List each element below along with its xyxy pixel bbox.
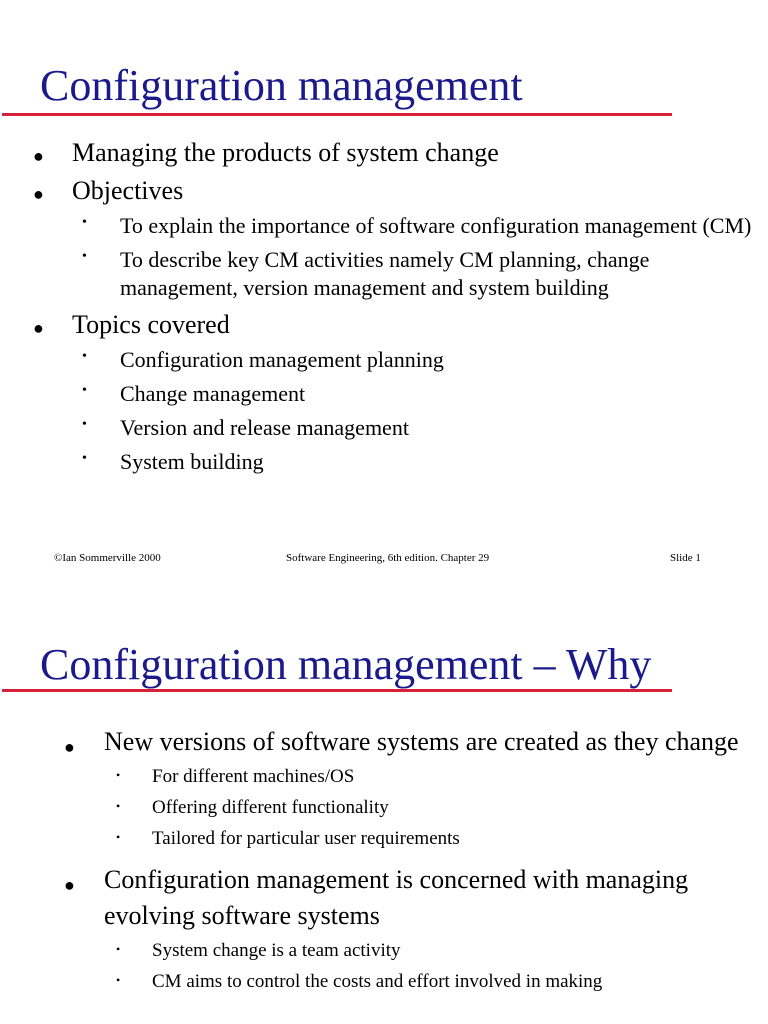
sub-bullet-text: System change is a team activity [152,940,401,961]
bullet-dot-icon: ● [33,318,44,338]
sub-bullet-list [116,938,768,995]
sub-bullet-list [82,212,768,302]
bullet-item [0,138,768,168]
sub-bullet-text: To explain the importance of software configuration management (CM) [120,213,752,238]
sub-bullet-text: Configuration management planning [120,347,444,372]
sub-bullet-item [116,826,768,852]
bullet-item [0,176,768,302]
sub-bullet-dot-icon: • [82,215,87,230]
sub-bullet-dot-icon: • [116,768,121,782]
title-underline [2,113,672,116]
sub-bullet-dot-icon: • [82,383,87,398]
sub-bullet-dot-icon: • [82,249,87,264]
bullet-text: Objectives [72,176,184,205]
bullet-item [0,310,768,476]
sub-bullet-dot-icon: • [82,349,87,364]
sub-bullet-item [82,212,768,240]
sub-bullet-dot-icon: • [82,417,87,432]
bullet-text: New versions of software systems are created as they change [104,727,739,756]
footer-book-title: Software Engineering, 6th edition. Chapter 29 [286,552,490,564]
sub-bullet-text: Tailored for particular user requirements [152,828,460,849]
sub-bullet-text: Version and release management [120,415,409,440]
sub-bullet-text: For different machines/OS [152,766,355,787]
title-underline [2,689,672,692]
bullet-text: Configuration management is concerned with managing evolving software systems [104,865,689,930]
sub-bullet-item [82,246,768,302]
sub-bullet-dot-icon: • [116,942,121,956]
bullet-dot-icon: ● [64,875,75,895]
sub-bullet-dot-icon: • [116,799,121,813]
sub-bullet-dot-icon: • [116,830,121,844]
sub-bullet-list [82,346,768,476]
bullet-item [0,862,768,995]
sub-bullet-item [116,969,768,995]
sub-bullet-dot-icon: • [82,451,87,466]
slide-title: Configuration management – Why [40,640,652,689]
sub-bullet-text: Offering different functionality [152,797,389,818]
bullet-dot-icon: ● [64,737,75,757]
sub-bullet-item [116,795,768,821]
sub-bullet-text: System building [120,449,264,474]
sub-bullet-list [116,764,768,852]
slide-title: Configuration management [40,61,523,110]
bullet-list [0,724,768,1005]
bullet-text: Topics covered [72,310,230,339]
footer-copyright: ©Ian Sommerville 2000 [54,552,161,564]
slide-2 [0,590,768,1024]
sub-bullet-item [82,346,768,374]
bullet-dot-icon: ● [33,146,44,166]
bullet-list [0,138,768,484]
sub-bullet-text: CM aims to control the costs and effort involved in making [152,971,603,992]
sub-bullet-text: Change management [120,381,306,406]
bullet-dot-icon: ● [33,184,44,204]
sub-bullet-text: To describe key CM activities namely CM planning, change management, version management and system building [120,247,650,300]
sub-bullet-item [82,414,768,442]
sub-bullet-item [116,938,768,964]
sub-bullet-item [82,448,768,476]
sub-bullet-dot-icon: • [116,973,121,987]
sub-bullet-item [82,380,768,408]
sub-bullet-item [116,764,768,790]
footer-slide-number: Slide 1 [670,552,701,564]
bullet-item [0,724,768,852]
bullet-text: Managing the products of system change [72,138,499,167]
